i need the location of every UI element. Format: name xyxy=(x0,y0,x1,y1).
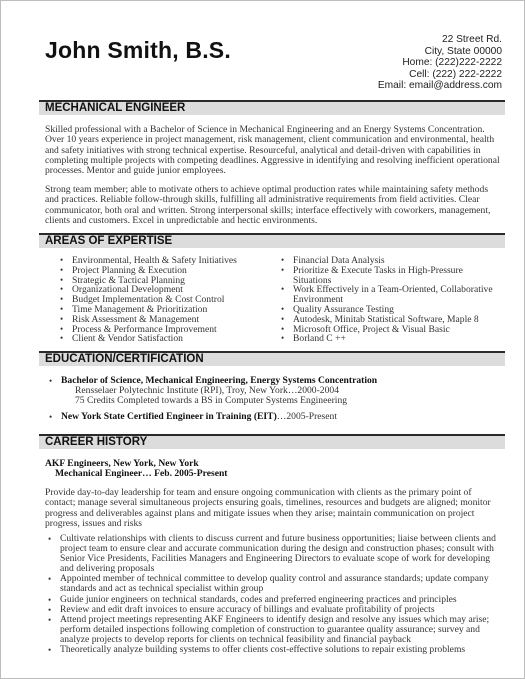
list-item: • Cultivate relationships with clients to discuss current and future business opportunities; liaise between clients and project team to ensure clear and accurate communication during the design and construction phases; consult with Senior Vice Presidents, Facilities Managers and Engineering Directors to evaluate scope of work for developing and delivering proposals xyxy=(45,534,503,574)
list-item: • Work Effectively in a Team-Oriented, Collaborative Environment xyxy=(279,285,501,305)
education-list xyxy=(49,375,501,427)
summary-paragraph: Skilled professional with a Bachelor of Science in Mechanical Engineering and an Energy Systems Concentration. Over 10 years experience in project management, risk management, client communication and environmental, health and safety initiatives with strong technical expertise. Resourceful, analytical and detail-driven with capabilities in completing multiple projects with competing deadlines. Aggressive in identifying and resolving inefficient operational processes. Mentor and guide junior employees. xyxy=(45,124,500,177)
address-city: City, State 00000 xyxy=(424,45,502,57)
list-item: • Prioritize & Execute Tasks in High-Pressure Situations xyxy=(279,266,501,286)
certification-title: New York State Certified Engineer in Training (EIT) xyxy=(61,410,277,422)
list-item: • Risk Assessment & Management xyxy=(58,315,273,325)
expertise-left-column xyxy=(58,256,273,344)
list-item: • Project Planning & Execution xyxy=(58,266,273,276)
list-item: • Quality Assurance Testing xyxy=(279,305,501,315)
job-duties xyxy=(45,534,503,655)
list-item xyxy=(49,375,501,407)
list-item: • Process & Performance Improvement xyxy=(58,325,273,335)
degree-title: Bachelor of Science, Mechanical Engineering, Energy Systems Concentration xyxy=(61,375,378,386)
job-summary: Provide day-to-day leadership for team and ensure ongoing communication with clients as the primary point of contact; manage several simultaneous projects ensuring goals, timelines, resources and budgets are aligned; monitor progress and deliverables against plans and mitigate issues when they arise; maintain communication on project progress, issues and risks xyxy=(45,487,491,529)
list-item: • Guide junior engineers on technical standards, codes and preferred engineering practices and principles xyxy=(45,595,503,605)
credits-note: 75 Credits Completed towards a BS in Computer Systems Engineering xyxy=(75,395,348,407)
home-phone: Home: (222)222-2222 xyxy=(402,57,502,69)
list-item: • Client & Vendor Satisfaction xyxy=(58,334,273,344)
list-item: • Time Management & Prioritization xyxy=(58,305,273,315)
section-heading-education: EDUCATION/CERTIFICATION xyxy=(39,351,505,366)
list-item xyxy=(49,410,501,422)
section-heading-expertise: AREAS OF EXPERTISE xyxy=(39,233,505,248)
list-item: • Attend project meetings representing AKF Engineers to identify design and resolve any issues which may arise; perform detailed inspections following completion of construction to guarantee quality assurance; survey and analyze projects to develop reports for clients on technical feasibility and financial payback xyxy=(45,615,503,645)
list-item: • Environmental, Health & Safety Initiatives xyxy=(58,256,273,266)
certification-dates: …2005-Present xyxy=(276,410,337,422)
bullet-icon: • xyxy=(49,411,53,422)
candidate-name: John Smith, B.S. xyxy=(45,37,231,63)
contact-block xyxy=(378,34,502,92)
list-item: • Borland C ++ xyxy=(279,334,501,344)
list-item: • Theoretically analyze building systems to offer clients cost-effective solutions to repair existing problems xyxy=(45,645,503,655)
bullet-icon: • xyxy=(49,376,53,386)
list-item: • Appointed member of technical committee to develop quality control and assurance standards; update company standards and act as technical specialist within group xyxy=(45,574,503,594)
team-paragraph: Strong team member; able to motivate others to achieve optimal production rates while maintaining safety methods and practices. Reliable follow-through skills, fulfilling all administrative requirements from field activities. Clear communicator, both oral and written. Strong interpersonal skills; interface effectively with coworkers, management, clients and customers. Excel in unpredictable and hectic environments. xyxy=(45,184,491,226)
list-item: • Review and edit draft invoices to ensure accuracy of billings and evaluate profitability of projects xyxy=(45,605,503,615)
cell-phone: Cell: (222) 222-2222 xyxy=(409,68,502,80)
list-item: • Budget Implementation & Cost Control xyxy=(58,295,273,305)
email-address: Email: email@address.com xyxy=(377,80,502,92)
list-item: • Organizational Development xyxy=(58,285,273,295)
school-name: Rensselaer Polytechnic Institute (RPI), Troy, New York…2000-2004 xyxy=(75,385,339,397)
list-item: • Strategic & Tactical Planning xyxy=(58,276,273,286)
list-item: • Autodesk, Minitab Statistical Software, Maple 8 xyxy=(279,315,501,325)
job-title: Mechanical Engineer… Feb. 2005-Present xyxy=(55,468,228,480)
address-street: 22 Street Rd. xyxy=(441,34,502,45)
list-item: • Microsoft Office, Project & Visual Basic xyxy=(279,325,501,335)
employer-name: AKF Engineers, New York, New York xyxy=(45,458,199,469)
job-header xyxy=(45,459,227,480)
section-heading-career: CAREER HISTORY xyxy=(39,434,505,449)
section-heading-objective: MECHANICAL ENGINEER xyxy=(39,100,505,115)
list-item: • Financial Data Analysis xyxy=(279,256,501,266)
expertise-right-column xyxy=(279,256,501,344)
